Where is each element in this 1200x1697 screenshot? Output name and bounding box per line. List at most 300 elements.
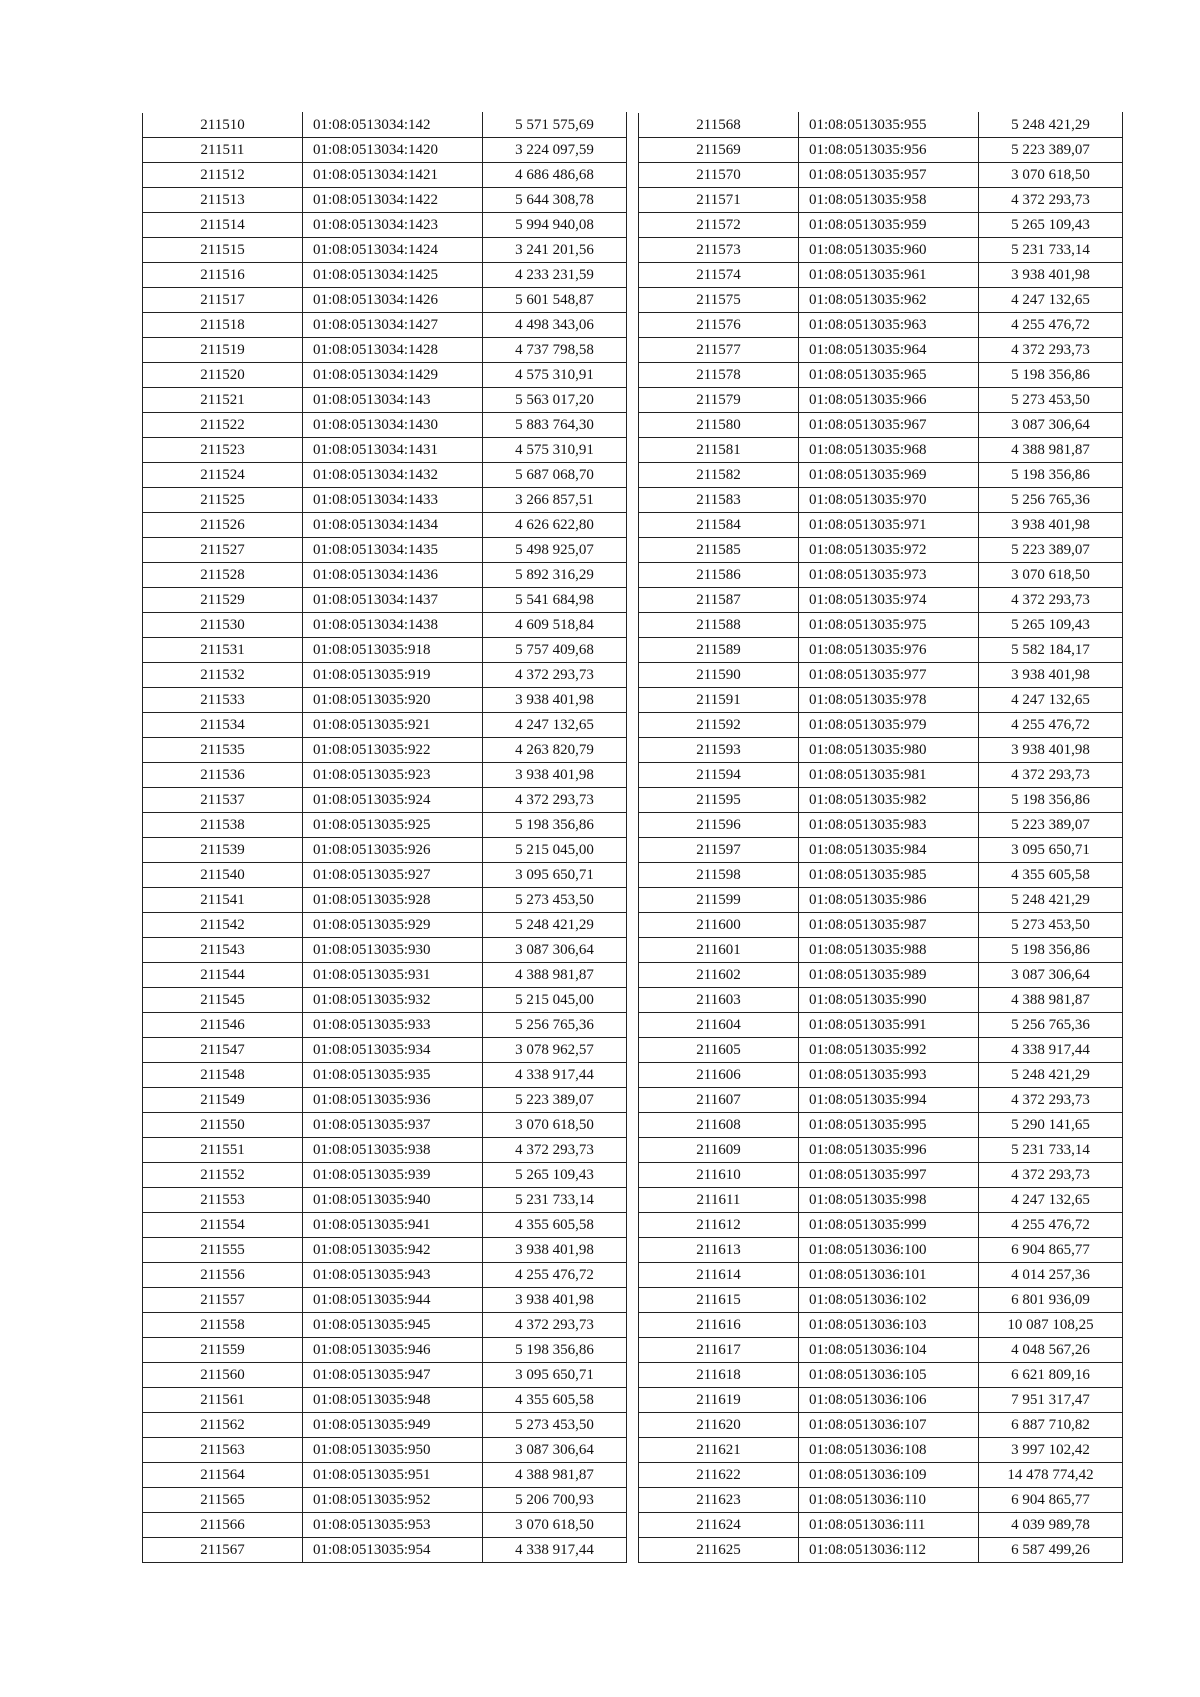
row-number-cell: 211576 (639, 313, 799, 338)
row-number-cell: 211550 (143, 1113, 303, 1138)
value-cell: 5 248 421,29 (979, 113, 1123, 138)
cadastral-number-cell: 01:08:0513034:1432 (303, 463, 483, 488)
value-cell: 3 997 102,42 (979, 1438, 1123, 1463)
row-number-cell: 211542 (143, 913, 303, 938)
cadastral-number-cell: 01:08:0513035:942 (303, 1238, 483, 1263)
cadastral-number-cell: 01:08:0513035:963 (799, 313, 979, 338)
value-cell: 5 231 733,14 (979, 238, 1123, 263)
table-row (639, 413, 1123, 438)
cadastral-number-cell: 01:08:0513035:958 (799, 188, 979, 213)
cadastral-number-cell: 01:08:0513035:985 (799, 863, 979, 888)
value-cell: 5 265 109,43 (979, 613, 1123, 638)
row-number-cell: 211587 (639, 588, 799, 613)
table-row (639, 463, 1123, 488)
value-cell: 7 951 317,47 (979, 1388, 1123, 1413)
value-cell: 5 265 109,43 (483, 1163, 627, 1188)
row-number-cell: 211546 (143, 1013, 303, 1038)
value-cell: 3 078 962,57 (483, 1038, 627, 1063)
value-cell: 4 014 257,36 (979, 1263, 1123, 1288)
row-number-cell: 211554 (143, 1213, 303, 1238)
value-cell: 5 223 389,07 (979, 538, 1123, 563)
value-cell: 5 256 765,36 (483, 1013, 627, 1038)
table-row (639, 1163, 1123, 1188)
row-number-cell: 211609 (639, 1138, 799, 1163)
row-number-cell: 211564 (143, 1463, 303, 1488)
value-cell: 4 039 989,78 (979, 1513, 1123, 1538)
cadastral-number-cell: 01:08:0513035:932 (303, 988, 483, 1013)
value-cell: 4 388 981,87 (483, 963, 627, 988)
row-number-cell: 211594 (639, 763, 799, 788)
cadastral-number-cell: 01:08:0513034:1436 (303, 563, 483, 588)
value-cell: 4 737 798,58 (483, 338, 627, 363)
table-row (639, 488, 1123, 513)
table-row (143, 663, 627, 688)
table-row (639, 1238, 1123, 1263)
table-row (143, 313, 627, 338)
cadastral-number-cell: 01:08:0513035:919 (303, 663, 483, 688)
value-cell: 5 563 017,20 (483, 388, 627, 413)
value-cell: 3 070 618,50 (483, 1113, 627, 1138)
cadastral-number-cell: 01:08:0513036:102 (799, 1288, 979, 1313)
table-row (639, 763, 1123, 788)
value-cell: 3 938 401,98 (483, 763, 627, 788)
value-cell: 3 938 401,98 (483, 1288, 627, 1313)
table-row (639, 1063, 1123, 1088)
table-row (639, 163, 1123, 188)
cadastral-number-cell: 01:08:0513035:991 (799, 1013, 979, 1038)
value-cell: 4 048 567,26 (979, 1338, 1123, 1363)
value-cell: 3 938 401,98 (979, 663, 1123, 688)
cadastral-number-cell: 01:08:0513034:1427 (303, 313, 483, 338)
table-row (143, 188, 627, 213)
table-row (639, 838, 1123, 863)
value-cell: 4 355 605,58 (483, 1213, 627, 1238)
cadastral-number-cell: 01:08:0513035:929 (303, 913, 483, 938)
value-cell: 5 223 389,07 (979, 813, 1123, 838)
table-row (639, 1363, 1123, 1388)
row-number-cell: 211539 (143, 838, 303, 863)
table-row (143, 538, 627, 563)
row-number-cell: 211610 (639, 1163, 799, 1188)
cadastral-number-cell: 01:08:0513035:949 (303, 1413, 483, 1438)
table-row (143, 1088, 627, 1113)
cadastral-number-cell: 01:08:0513034:1420 (303, 138, 483, 163)
table-row (639, 238, 1123, 263)
value-cell: 5 248 421,29 (979, 1063, 1123, 1088)
row-number-cell: 211570 (639, 163, 799, 188)
row-number-cell: 211588 (639, 613, 799, 638)
value-cell: 5 273 453,50 (979, 388, 1123, 413)
cadastral-number-cell: 01:08:0513035:978 (799, 688, 979, 713)
table-row (639, 1263, 1123, 1288)
table-row (143, 1238, 627, 1263)
value-cell: 5 198 356,86 (483, 1338, 627, 1363)
table-row (143, 1388, 627, 1413)
table-row (639, 113, 1123, 138)
table-row (639, 588, 1123, 613)
row-number-cell: 211584 (639, 513, 799, 538)
table-row (143, 163, 627, 188)
table-row (143, 363, 627, 388)
table-row (639, 263, 1123, 288)
value-cell: 3 938 401,98 (483, 688, 627, 713)
value-cell: 5 198 356,86 (979, 938, 1123, 963)
row-number-cell: 211543 (143, 938, 303, 963)
table-row (143, 1263, 627, 1288)
cadastral-number-cell: 01:08:0513036:109 (799, 1463, 979, 1488)
cadastral-number-cell: 01:08:0513035:995 (799, 1113, 979, 1138)
value-cell: 5 223 389,07 (483, 1088, 627, 1113)
row-number-cell: 211595 (639, 788, 799, 813)
table-row (143, 388, 627, 413)
value-cell: 4 372 293,73 (979, 1163, 1123, 1188)
cadastral-number-cell: 01:08:0513035:952 (303, 1488, 483, 1513)
cadastral-number-cell: 01:08:0513035:974 (799, 588, 979, 613)
cadastral-number-cell: 01:08:0513036:105 (799, 1363, 979, 1388)
table-row (639, 738, 1123, 763)
value-cell: 6 587 499,26 (979, 1538, 1123, 1563)
row-number-cell: 211580 (639, 413, 799, 438)
cadastral-number-cell: 01:08:0513035:998 (799, 1188, 979, 1213)
cadastral-number-cell: 01:08:0513035:984 (799, 838, 979, 863)
value-cell: 3 087 306,64 (979, 413, 1123, 438)
cadastral-number-cell: 01:08:0513035:920 (303, 688, 483, 713)
row-number-cell: 211535 (143, 738, 303, 763)
cadastral-number-cell: 01:08:0513035:999 (799, 1213, 979, 1238)
row-number-cell: 211526 (143, 513, 303, 538)
table-row (143, 1438, 627, 1463)
cadastral-number-cell: 01:08:0513035:981 (799, 763, 979, 788)
cadastral-number-cell: 01:08:0513035:951 (303, 1463, 483, 1488)
table-row (143, 788, 627, 813)
cadastral-number-cell: 01:08:0513034:143 (303, 388, 483, 413)
value-cell: 4 247 132,65 (483, 713, 627, 738)
cadastral-number-cell: 01:08:0513036:111 (799, 1513, 979, 1538)
cadastral-number-cell: 01:08:0513035:992 (799, 1038, 979, 1063)
cadastral-number-cell: 01:08:0513035:937 (303, 1113, 483, 1138)
table-row (639, 1338, 1123, 1363)
table-row (143, 338, 627, 363)
cadastral-number-cell: 01:08:0513035:968 (799, 438, 979, 463)
row-number-cell: 211616 (639, 1313, 799, 1338)
row-number-cell: 211574 (639, 263, 799, 288)
table-row (143, 838, 627, 863)
row-number-cell: 211524 (143, 463, 303, 488)
cadastral-number-cell: 01:08:0513035:973 (799, 563, 979, 588)
row-number-cell: 211612 (639, 1213, 799, 1238)
cadastral-number-cell: 01:08:0513035:933 (303, 1013, 483, 1038)
value-cell: 5 892 316,29 (483, 563, 627, 588)
table-row (143, 1013, 627, 1038)
table-row (143, 1363, 627, 1388)
value-cell: 5 215 045,00 (483, 838, 627, 863)
cadastral-number-cell: 01:08:0513036:112 (799, 1538, 979, 1563)
value-cell: 4 338 917,44 (979, 1038, 1123, 1063)
value-cell: 4 372 293,73 (483, 663, 627, 688)
value-cell: 3 095 650,71 (483, 863, 627, 888)
cadastral-number-cell: 01:08:0513035:972 (799, 538, 979, 563)
table-row (639, 663, 1123, 688)
cadastral-number-cell: 01:08:0513034:1430 (303, 413, 483, 438)
row-number-cell: 211601 (639, 938, 799, 963)
table-row (143, 913, 627, 938)
cadastral-number-cell: 01:08:0513035:990 (799, 988, 979, 1013)
table-row (639, 438, 1123, 463)
table-row (639, 863, 1123, 888)
row-number-cell: 211600 (639, 913, 799, 938)
cadastral-number-cell: 01:08:0513034:1426 (303, 288, 483, 313)
value-cell: 5 198 356,86 (979, 363, 1123, 388)
row-number-cell: 211562 (143, 1413, 303, 1438)
row-number-cell: 211596 (639, 813, 799, 838)
value-cell: 4 388 981,87 (979, 438, 1123, 463)
table-row (639, 1113, 1123, 1138)
table-row (639, 1088, 1123, 1113)
cadastral-number-cell: 01:08:0513036:101 (799, 1263, 979, 1288)
table-row (639, 288, 1123, 313)
cadastral-number-cell: 01:08:0513035:989 (799, 963, 979, 988)
row-number-cell: 211625 (639, 1538, 799, 1563)
table-row (143, 713, 627, 738)
cadastral-number-cell: 01:08:0513035:969 (799, 463, 979, 488)
table-row (639, 713, 1123, 738)
row-number-cell: 211583 (639, 488, 799, 513)
value-cell: 4 575 310,91 (483, 438, 627, 463)
value-cell: 5 231 733,14 (483, 1188, 627, 1213)
row-number-cell: 211573 (639, 238, 799, 263)
table-row (143, 1413, 627, 1438)
table-row (639, 388, 1123, 413)
value-cell: 4 255 476,72 (979, 713, 1123, 738)
value-cell: 4 233 231,59 (483, 263, 627, 288)
row-number-cell: 211536 (143, 763, 303, 788)
row-number-cell: 211525 (143, 488, 303, 513)
cadastral-number-cell: 01:08:0513034:1429 (303, 363, 483, 388)
cadastral-number-cell: 01:08:0513035:987 (799, 913, 979, 938)
value-cell: 5 601 548,87 (483, 288, 627, 313)
row-number-cell: 211560 (143, 1363, 303, 1388)
table-row (143, 563, 627, 588)
row-number-cell: 211577 (639, 338, 799, 363)
row-number-cell: 211517 (143, 288, 303, 313)
row-number-cell: 211604 (639, 1013, 799, 1038)
value-cell: 5 883 764,30 (483, 413, 627, 438)
table-row (639, 1313, 1123, 1338)
cadastral-number-cell: 01:08:0513035:945 (303, 1313, 483, 1338)
row-number-cell: 211591 (639, 688, 799, 713)
cadastral-number-cell: 01:08:0513035:934 (303, 1038, 483, 1063)
table-row (143, 988, 627, 1013)
row-number-cell: 211518 (143, 313, 303, 338)
cadastral-number-cell: 01:08:0513035:962 (799, 288, 979, 313)
cadastral-number-cell: 01:08:0513036:106 (799, 1388, 979, 1413)
value-cell: 3 938 401,98 (979, 738, 1123, 763)
value-cell: 14 478 774,42 (979, 1463, 1123, 1488)
cadastral-number-cell: 01:08:0513035:941 (303, 1213, 483, 1238)
cadastral-number-cell: 01:08:0513036:107 (799, 1413, 979, 1438)
value-cell: 3 070 618,50 (979, 563, 1123, 588)
row-number-cell: 211620 (639, 1413, 799, 1438)
row-number-cell: 211544 (143, 963, 303, 988)
value-cell: 3 070 618,50 (483, 1513, 627, 1538)
cadastral-number-cell: 01:08:0513035:947 (303, 1363, 483, 1388)
value-cell: 6 621 809,16 (979, 1363, 1123, 1388)
cadastral-number-cell: 01:08:0513034:1437 (303, 588, 483, 613)
cadastral-number-cell: 01:08:0513035:925 (303, 813, 483, 838)
value-cell: 6 904 865,77 (979, 1238, 1123, 1263)
row-number-cell: 211598 (639, 863, 799, 888)
cadastral-number-cell: 01:08:0513035:946 (303, 1338, 483, 1363)
cadastral-number-cell: 01:08:0513035:928 (303, 888, 483, 913)
cadastral-number-cell: 01:08:0513035:977 (799, 663, 979, 688)
value-cell: 5 206 700,93 (483, 1488, 627, 1513)
cadastral-number-cell: 01:08:0513035:979 (799, 713, 979, 738)
row-number-cell: 211532 (143, 663, 303, 688)
table-row (639, 613, 1123, 638)
registry-table-right-body (639, 113, 1123, 1563)
row-number-cell: 211529 (143, 588, 303, 613)
cadastral-number-cell: 01:08:0513035:961 (799, 263, 979, 288)
table-row (143, 888, 627, 913)
row-number-cell: 211615 (639, 1288, 799, 1313)
row-number-cell: 211516 (143, 263, 303, 288)
value-cell: 5 256 765,36 (979, 488, 1123, 513)
cadastral-number-cell: 01:08:0513035:950 (303, 1438, 483, 1463)
value-cell: 4 247 132,65 (979, 1188, 1123, 1213)
cadastral-number-cell: 01:08:0513035:943 (303, 1263, 483, 1288)
value-cell: 4 338 917,44 (483, 1063, 627, 1088)
cadastral-number-cell: 01:08:0513035:930 (303, 938, 483, 963)
table-row (639, 963, 1123, 988)
table-row (143, 438, 627, 463)
cadastral-number-cell: 01:08:0513035:918 (303, 638, 483, 663)
cadastral-number-cell: 01:08:0513035:935 (303, 1063, 483, 1088)
cadastral-number-cell: 01:08:0513035:959 (799, 213, 979, 238)
value-cell: 3 266 857,51 (483, 488, 627, 513)
row-number-cell: 211553 (143, 1188, 303, 1213)
table-row (639, 188, 1123, 213)
table-row (143, 638, 627, 663)
row-number-cell: 211567 (143, 1538, 303, 1563)
cadastral-number-cell: 01:08:0513035:967 (799, 413, 979, 438)
table-row (639, 1288, 1123, 1313)
value-cell: 5 231 733,14 (979, 1138, 1123, 1163)
value-cell: 4 355 605,58 (979, 863, 1123, 888)
table-row (639, 1138, 1123, 1163)
value-cell: 4 372 293,73 (979, 1088, 1123, 1113)
row-number-cell: 211549 (143, 1088, 303, 1113)
table-row (143, 1188, 627, 1213)
row-number-cell: 211579 (639, 388, 799, 413)
cadastral-number-cell: 01:08:0513035:954 (303, 1538, 483, 1563)
row-number-cell: 211605 (639, 1038, 799, 1063)
value-cell: 4 338 917,44 (483, 1538, 627, 1563)
value-cell: 4 255 476,72 (483, 1263, 627, 1288)
cadastral-number-cell: 01:08:0513035:948 (303, 1388, 483, 1413)
table-row (143, 213, 627, 238)
cadastral-number-cell: 01:08:0513035:923 (303, 763, 483, 788)
value-cell: 4 388 981,87 (979, 988, 1123, 1013)
row-number-cell: 211622 (639, 1463, 799, 1488)
cadastral-number-cell: 01:08:0513036:103 (799, 1313, 979, 1338)
cadastral-number-cell: 01:08:0513035:982 (799, 788, 979, 813)
cadastral-number-cell: 01:08:0513035:924 (303, 788, 483, 813)
table-row (143, 463, 627, 488)
value-cell: 6 904 865,77 (979, 1488, 1123, 1513)
row-number-cell: 211511 (143, 138, 303, 163)
value-cell: 3 938 401,98 (979, 513, 1123, 538)
row-number-cell: 211575 (639, 288, 799, 313)
row-number-cell: 211569 (639, 138, 799, 163)
table-row (639, 1538, 1123, 1563)
table-row (639, 913, 1123, 938)
row-number-cell: 211618 (639, 1363, 799, 1388)
value-cell: 3 087 306,64 (483, 1438, 627, 1463)
cadastral-number-cell: 01:08:0513034:1431 (303, 438, 483, 463)
value-cell: 3 938 401,98 (979, 263, 1123, 288)
row-number-cell: 211513 (143, 188, 303, 213)
table-row (639, 213, 1123, 238)
table-row (143, 938, 627, 963)
value-cell: 4 247 132,65 (979, 288, 1123, 313)
row-number-cell: 211582 (639, 463, 799, 488)
row-number-cell: 211597 (639, 838, 799, 863)
row-number-cell: 211514 (143, 213, 303, 238)
cadastral-number-cell: 01:08:0513035:944 (303, 1288, 483, 1313)
value-cell: 4 372 293,73 (979, 338, 1123, 363)
value-cell: 5 198 356,86 (979, 463, 1123, 488)
value-cell: 4 626 622,80 (483, 513, 627, 538)
row-number-cell: 211623 (639, 1488, 799, 1513)
cadastral-number-cell: 01:08:0513035:976 (799, 638, 979, 663)
table-row (143, 113, 627, 138)
row-number-cell: 211613 (639, 1238, 799, 1263)
registry-table-left (142, 112, 627, 1563)
table-row (143, 1163, 627, 1188)
table-row (143, 1338, 627, 1363)
row-number-cell: 211571 (639, 188, 799, 213)
table-row (143, 1213, 627, 1238)
table-row (639, 363, 1123, 388)
value-cell: 5 265 109,43 (979, 213, 1123, 238)
cadastral-number-cell: 01:08:0513035:926 (303, 838, 483, 863)
table-row (639, 513, 1123, 538)
cadastral-number-cell: 01:08:0513034:1423 (303, 213, 483, 238)
value-cell: 5 273 453,50 (483, 1413, 627, 1438)
registry-table-left-body (143, 113, 627, 1563)
row-number-cell: 211624 (639, 1513, 799, 1538)
row-number-cell: 211537 (143, 788, 303, 813)
table-row (639, 813, 1123, 838)
cadastral-number-cell: 01:08:0513035:960 (799, 238, 979, 263)
cadastral-number-cell: 01:08:0513036:100 (799, 1238, 979, 1263)
value-cell: 4 372 293,73 (483, 788, 627, 813)
row-number-cell: 211531 (143, 638, 303, 663)
cadastral-number-cell: 01:08:0513034:1428 (303, 338, 483, 363)
row-number-cell: 211545 (143, 988, 303, 1013)
value-cell: 6 887 710,82 (979, 1413, 1123, 1438)
cadastral-number-cell: 01:08:0513035:965 (799, 363, 979, 388)
cadastral-number-cell: 01:08:0513034:1434 (303, 513, 483, 538)
value-cell: 10 087 108,25 (979, 1313, 1123, 1338)
table-row (639, 938, 1123, 963)
row-number-cell: 211533 (143, 688, 303, 713)
cadastral-number-cell: 01:08:0513036:104 (799, 1338, 979, 1363)
table-row (143, 1488, 627, 1513)
value-cell: 4 372 293,73 (979, 588, 1123, 613)
cadastral-number-cell: 01:08:0513036:108 (799, 1438, 979, 1463)
row-number-cell: 211559 (143, 1338, 303, 1363)
